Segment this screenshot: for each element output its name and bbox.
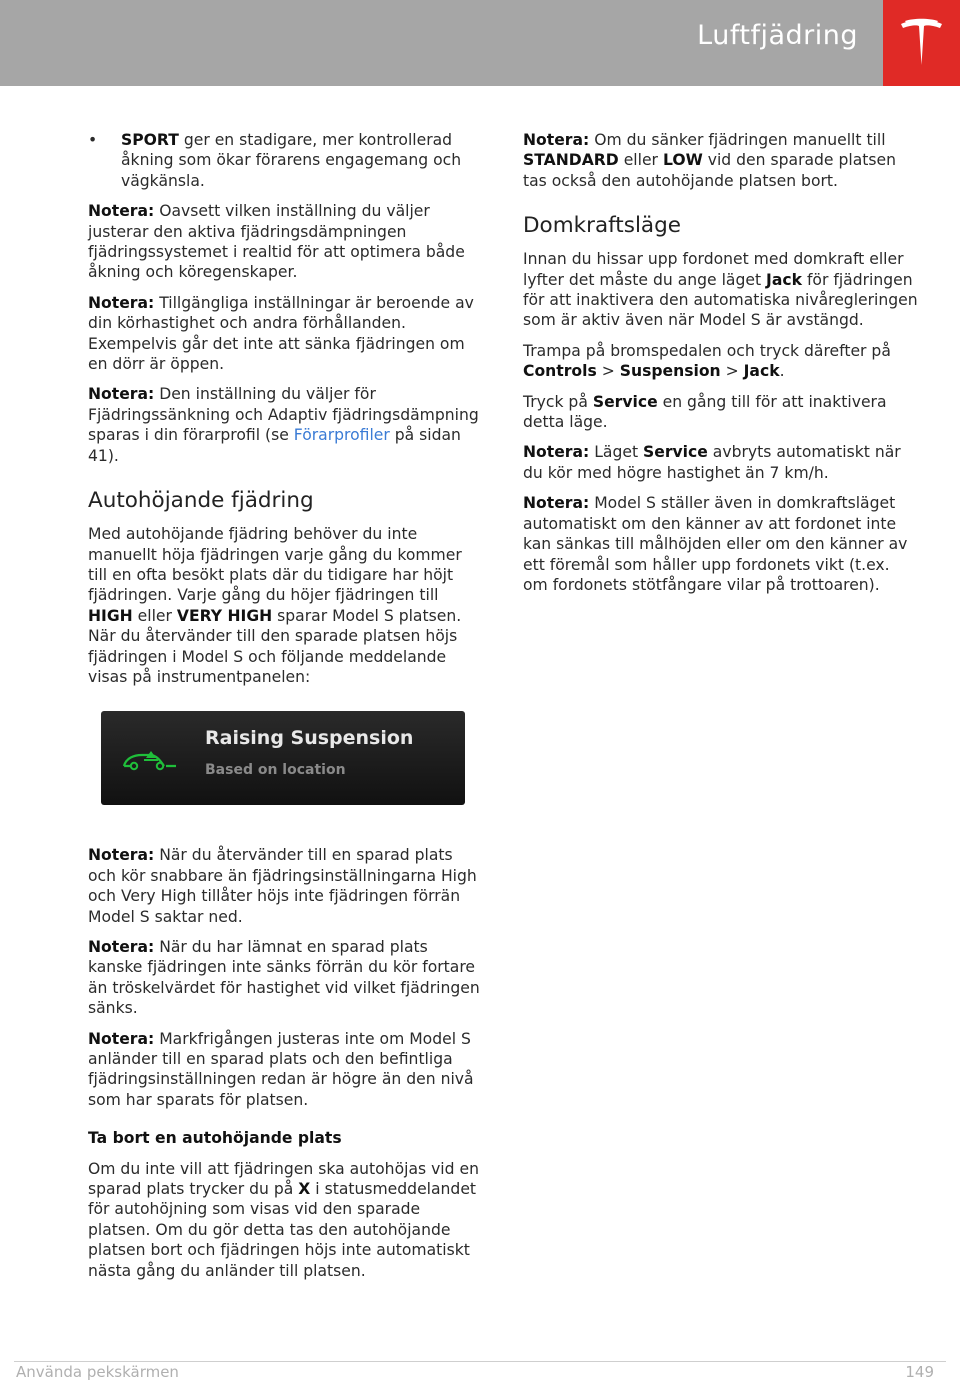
note-paragraph: [88, 1029, 481, 1111]
page-number: 149: [905, 1363, 934, 1381]
note-label: Notera:: [88, 202, 155, 221]
note-paragraph: [88, 201, 481, 283]
standard-label: STANDARD: [523, 151, 619, 170]
heading-ta-bort: Ta bort en autohöjande plats: [88, 1129, 342, 1148]
body-text: eller: [132, 606, 177, 625]
body-text: Om du inte vill att fjädringen ska autohöjas vid en sparad plats trycker du på: [88, 1159, 479, 1199]
note-text: Markfrigången justeras inte om Model S anländer till en sparad plats och den befintliga fjädringsinställningen redan är högre än den nivå som har sparats för platsen.: [88, 1029, 474, 1109]
note-text: Den inställning du väljer för Fjädringssänkning och Adaptiv fjädringsdämpning sparas i din förarprofil (se: [88, 385, 479, 445]
note-paragraph: [88, 845, 481, 927]
body-text: en gång till för att inaktivera detta läge.: [523, 392, 887, 432]
dashboard-title: Raising Suspension: [205, 727, 414, 750]
service-label: Service: [592, 392, 658, 411]
body-text: sparar Model S platsen. När du återvänder till den sparade platsen höjs fjädringen i Model S och följande meddelande visas på instrumentpanelen:: [88, 606, 462, 686]
brand-logo-box: [883, 0, 960, 86]
bullet-dot: •: [88, 131, 98, 149]
list-item-sport: [88, 130, 481, 191]
note-paragraph: [523, 493, 918, 595]
sport-text: ger en stadigare, mer kontrollerad åkning som ökar förarens engagemang och vägkänsla.: [121, 131, 462, 190]
page-title: Luftfjädring: [697, 20, 858, 51]
note-text: Model S ställer även in domkraftsläget automatiskt om den känner av att fordonet inte kan sänkas till målhöjden eller om den känner av ett föremål som håller upp fordonets vikt (t.ex. om fordonets stötfångare vilar på trottoaren).: [523, 494, 908, 594]
link-forarprofiler[interactable]: Förarprofiler: [293, 426, 390, 445]
note-paragraph: [88, 937, 481, 1019]
note-label: Notera:: [88, 846, 155, 865]
body-paragraph: [88, 524, 481, 687]
heading-domkraftslage: Domkraftsläge: [523, 213, 681, 239]
body-text: .: [779, 362, 785, 381]
dashboard-message-image: [101, 711, 465, 805]
note-paragraph: [88, 384, 481, 466]
note-text: Tillgängliga inställningar är beroende av din körhastighet och andra förhållanden. Exempelvis går det inte att sänka fjädringen om en dörr är öppen.: [88, 293, 474, 374]
note-label: Notera:: [88, 1029, 155, 1048]
dashboard-subtitle: Based on location: [205, 762, 346, 779]
body-paragraph: [523, 249, 918, 331]
note-text: vid den sparade platsen tas också den autohöjande platsen bort.: [523, 151, 896, 190]
body-text: för fjädringen för att inaktivera den automatiska nivåregleringen som är aktiv även när Model S är avstängd.: [523, 270, 918, 330]
high-label: HIGH: [88, 606, 133, 625]
jack-label: Jack: [743, 362, 780, 381]
path-separator: >: [596, 362, 620, 381]
note-label: Notera:: [523, 494, 590, 513]
low-label: LOW: [662, 151, 703, 170]
note-text: Läget: [589, 443, 644, 462]
note-label: Notera:: [88, 293, 155, 312]
note-label: Notera:: [88, 385, 155, 404]
page-header: [0, 0, 960, 86]
note-label: Notera:: [88, 937, 155, 956]
body-text: Tryck på: [523, 392, 593, 411]
note-text: på sidan 41).: [88, 426, 461, 465]
tesla-logo-icon: [899, 18, 944, 68]
note-text: När du återvänder till en sparad plats och kör snabbare än fjädringsinställningarna High och Very High tillåter höjs inte fjädringen förrän Model S saktar ned.: [88, 846, 477, 926]
note-paragraph: [88, 293, 481, 375]
path-separator: >: [720, 362, 744, 381]
sport-label: SPORT: [121, 131, 179, 149]
note-label: Notera:: [523, 443, 590, 462]
footer-divider: [14, 1361, 946, 1362]
note-text: Om du sänker fjädringen manuellt till: [589, 131, 886, 149]
body-paragraph: [523, 392, 918, 433]
left-column: [88, 130, 481, 1291]
note-text: När du har lämnat en sparad plats kanske fjädringen inte sänks förrän du kör fortare än tröskelvärdet för hastighet vid vilket fjädringen sänks.: [88, 937, 480, 1018]
body-text: i statusmeddelandet för autohöjning som visas vid den sparade platsen. Om du gör detta tas den autohöjande platsen bort och fjädringen höjs inte automatiskt nästa gång du anländer till platsen.: [88, 1180, 477, 1280]
controls-label: Controls: [523, 362, 597, 381]
note-paragraph: [523, 130, 918, 191]
heading-autohojande: Autohöjande fjädring: [88, 488, 314, 514]
jack-label: Jack: [766, 270, 802, 289]
service-label: Service: [643, 443, 708, 462]
suspension-label: Suspension: [619, 362, 721, 381]
body-paragraph: [523, 341, 918, 382]
note-text: Oavsett vilken inställning du väljer justerar den aktiva fjädringsdämpningen fjädringssystemet i realtid för att optimera både åkning och köregenskaper.: [88, 202, 465, 282]
body-text: Innan du hissar upp fordonet med domkraft eller lyfter det måste du ange läget: [523, 250, 904, 289]
body-text: Med autohöjande fjädring behöver du inte manuellt höja fjädringen varje gång du kommer till en ofta besökt plats där du tidigare har höjt fjädringen. Varje gång du höjer fjädringen till: [88, 525, 462, 605]
note-paragraph: [523, 442, 918, 483]
x-label: X: [298, 1180, 311, 1199]
footer-section: Använda pekskärmen: [16, 1363, 179, 1381]
note-text: eller: [618, 151, 663, 170]
car-raise-icon: [120, 744, 180, 772]
body-text: Trampa på bromspedalen och tryck därefter på: [523, 341, 891, 360]
right-column: [523, 130, 918, 605]
body-paragraph: [88, 1159, 481, 1281]
very-high-label: VERY HIGH: [176, 606, 273, 625]
note-text: avbryts automatiskt när du kör med högre hastighet än 7 km/h.: [523, 443, 901, 482]
note-label: Notera:: [523, 131, 590, 149]
